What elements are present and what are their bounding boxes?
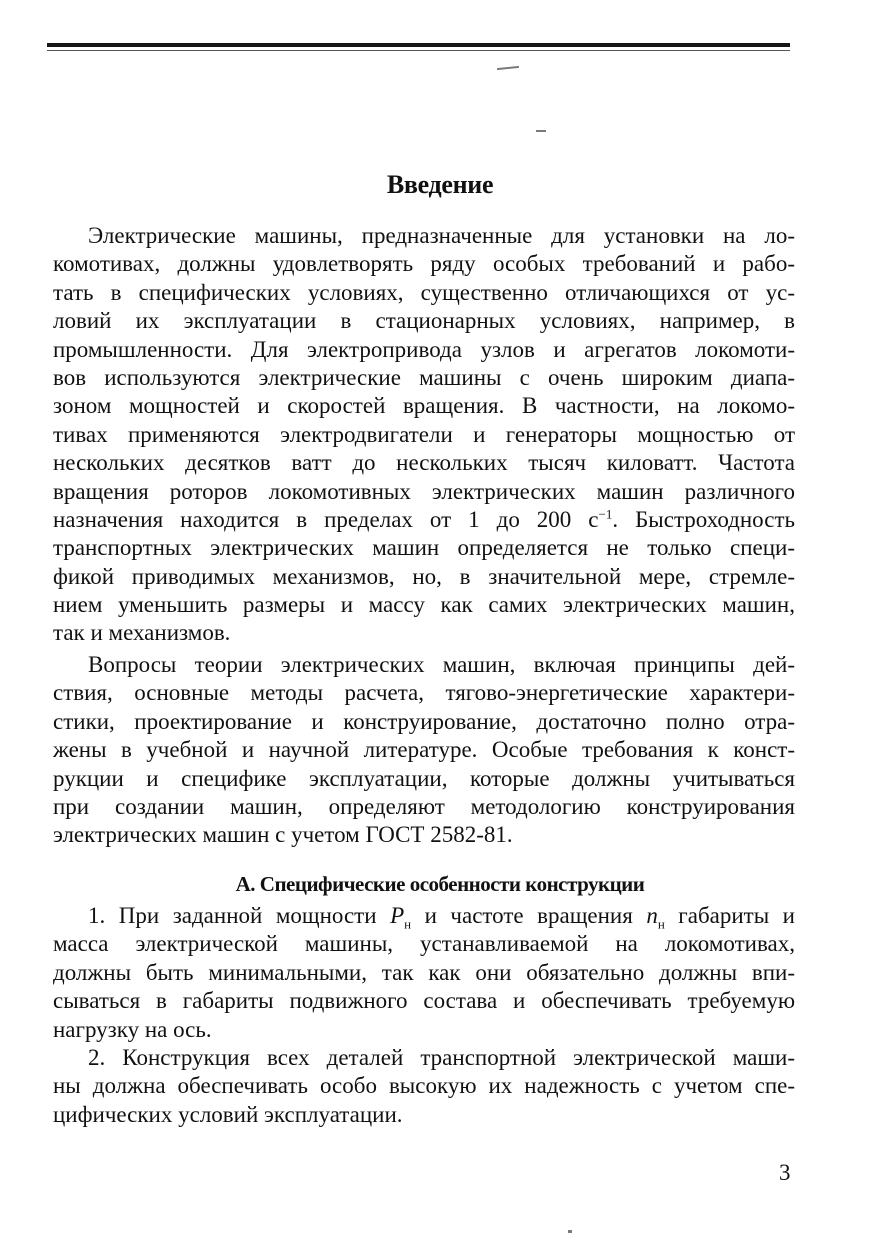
text-line: должны быть минимальными, так как они обязательно должны впи-: [53, 959, 795, 985]
frequency-text-suffix: . Быстроходность: [612, 506, 796, 532]
frequency-text-prefix: назначения находится в пределах от 1 до 200 с: [53, 506, 599, 532]
text-line: Вопросы теории электрических машин, включая принципы дей-: [88, 652, 795, 677]
page-number: 3: [779, 1160, 791, 1185]
header-rule-thick: [47, 43, 790, 47]
page-title: Введение: [386, 170, 494, 199]
text-line: транспортных электрических машин определяется не только специ-: [53, 535, 795, 561]
text-line: ны должна обеспечивать особо высокую их надежность с учетом спе-: [53, 1073, 795, 1099]
scan-speck: [568, 1230, 572, 1233]
text-line: цифических условий эксплуатации.: [53, 1101, 403, 1127]
text-line: 2. Конструкция всех деталей транспортной электрической маши-: [88, 1045, 795, 1070]
text-line: сываться в габариты подвижного состава и обеспечивать требуемую: [53, 988, 795, 1014]
text-line: зоном мощностей и скоростей вращения. В частности, на локомо-: [53, 393, 795, 419]
power-symbol: P: [390, 903, 405, 928]
paragraph-item-2: [53, 1044, 795, 1129]
power-subscript: н: [404, 916, 412, 932]
text-line: фикой приводимых механизмов, но, в значительной мере, стремле-: [53, 563, 795, 589]
scan-speck: [536, 130, 546, 132]
text-line: ловий их эксплуатации в стационарных условиях, например, в: [53, 308, 795, 334]
text-line: нагрузку на ось.: [53, 1016, 212, 1042]
text-line: при создании машин, определяют методологию конструирования: [53, 793, 795, 819]
item1-text-part: габариты и: [664, 903, 795, 928]
text-line: рукции и специфике эксплуатации, которые должны учитываться: [53, 765, 795, 791]
text-line: комотивах, должны удовлетворять ряду особых требований и рабо-: [53, 251, 795, 277]
text-line-frequency: [53, 506, 795, 534]
paragraph-introduction: [53, 222, 795, 648]
section-heading: А. Специфические особенности конструкции: [235, 872, 645, 896]
speed-subscript: н: [657, 916, 665, 932]
text-line: так и механизмов.: [53, 620, 231, 646]
text-line: масса электрической машины, устанавливаемой на локомотивах,: [53, 931, 795, 957]
text-line: вов используются электрические машины с очень широким диапа-: [53, 364, 795, 390]
text-line: промышленности. Для электропривода узлов и агрегатов локомоти-: [53, 336, 795, 362]
text-line-formula: [53, 902, 795, 930]
speed-symbol: n: [646, 903, 658, 928]
text-line: жены в учебной и научной литературе. Особые требования к конст-: [53, 737, 795, 763]
text-line: тивах применяются электродвигатели и генераторы мощностью от: [53, 421, 795, 447]
paragraph-theory: [53, 651, 795, 850]
text-line: нием уменьшить размеры и массу как самих электрических машин,: [53, 592, 795, 618]
paragraph-item-1: [53, 902, 795, 1044]
item1-text-part: 1. При заданной мощности: [88, 903, 391, 928]
text-line: Электрические машины, предназначенные для установки на ло-: [88, 223, 795, 248]
header-rule-thin: [47, 50, 790, 51]
text-line: нескольких десятков ватт до нескольких тысяч киловатт. Частота: [53, 450, 795, 476]
text-line: вращения роторов локомотивных электрических машин различного: [53, 478, 795, 504]
text-line: электрических машин с учетом ГОСТ 2582-81.: [53, 822, 513, 848]
frequency-exponent: −1: [598, 506, 613, 522]
text-line: стики, проектирование и конструирование, достаточно полно отра-: [53, 708, 795, 734]
text-line: тать в специфических условиях, существенно отличающихся от ус-: [53, 279, 795, 305]
text-line: ствия, основные методы расчета, тягово-энергетические характери-: [53, 680, 795, 706]
item1-text-part: и частоте вращения: [411, 903, 647, 928]
scan-speck: [497, 66, 519, 70]
